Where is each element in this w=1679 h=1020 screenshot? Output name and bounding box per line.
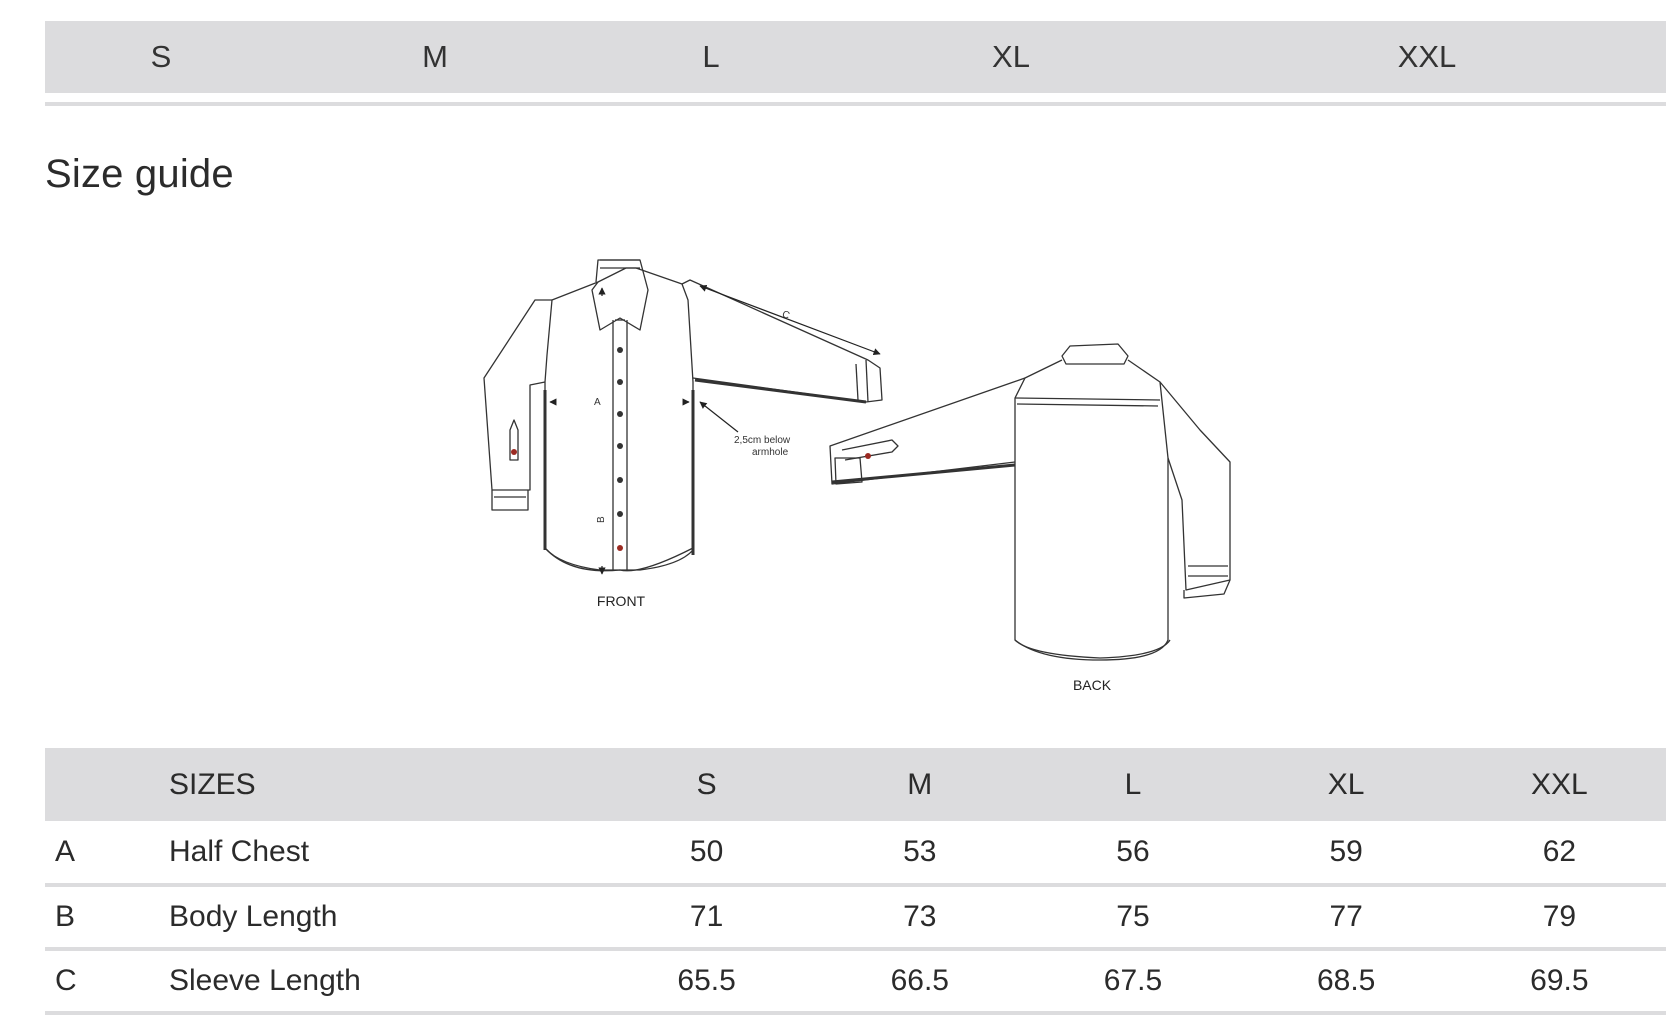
table-header-row [45,748,1666,821]
row-measurement-name: Body Length [169,900,338,933]
cell-value: 66.5 [890,964,949,997]
size-option-xxl[interactable]: XXL [1397,39,1457,74]
table-row [45,821,1666,885]
cell-value: 79 [1542,900,1577,933]
header-size-xxl: XXL [1531,767,1588,801]
header-code [45,748,168,821]
row-code: C [55,964,77,997]
header-size-xl: XL [1327,767,1365,801]
table-row [45,949,1666,1013]
size-chart-table [45,748,1666,1015]
front-shirt-drawing [484,260,882,571]
front-buttons [511,347,623,551]
cell-value: 69.5 [1530,964,1589,997]
header-size-l: L [1124,767,1142,801]
cell-value: 73 [903,900,937,933]
diagram-labels [594,309,1112,693]
cell-value: 75 [1116,900,1150,933]
size-option-xl[interactable]: XL [992,39,1030,74]
marker-b: B [596,516,607,523]
header-size-s: S [696,767,717,801]
back-shirt-drawing [830,344,1230,660]
cell-value: 53 [903,835,937,868]
cell-value: 59 [1329,835,1363,868]
cell-value: 68.5 [1316,964,1376,997]
back-label: BACK [1072,677,1112,693]
row-measurement-name: Half Chest [169,835,310,868]
marker-c: C [780,308,792,322]
size-option-s[interactable]: S [150,39,172,74]
divider [45,102,1666,106]
cell-value: 56 [1116,835,1150,868]
cell-value: 77 [1329,900,1363,933]
header-sizes-label: SIZES [169,767,256,801]
cell-value: 71 [689,900,724,933]
table-row [45,885,1666,949]
row-measurement-name: Sleeve Length [169,964,361,997]
front-label: FRONT [596,593,646,609]
row-code: A [55,835,76,868]
marker-a: A [594,397,601,408]
note-line-1: 2,5cm below [734,435,791,446]
row-code: B [55,900,76,933]
page-title: Size guide [45,152,234,196]
size-option-m[interactable]: M [422,39,448,74]
note-line-2: armhole [752,447,789,458]
cell-value: 62 [1542,835,1577,868]
size-selector-bar [45,21,1666,93]
size-option-l[interactable]: L [702,39,720,74]
measurement-guides [550,286,880,574]
cell-value: 50 [689,835,724,868]
header-size-m: M [907,767,933,801]
back-buttons [865,453,871,459]
cell-value: 65.5 [677,964,736,997]
cell-value: 67.5 [1103,964,1163,997]
